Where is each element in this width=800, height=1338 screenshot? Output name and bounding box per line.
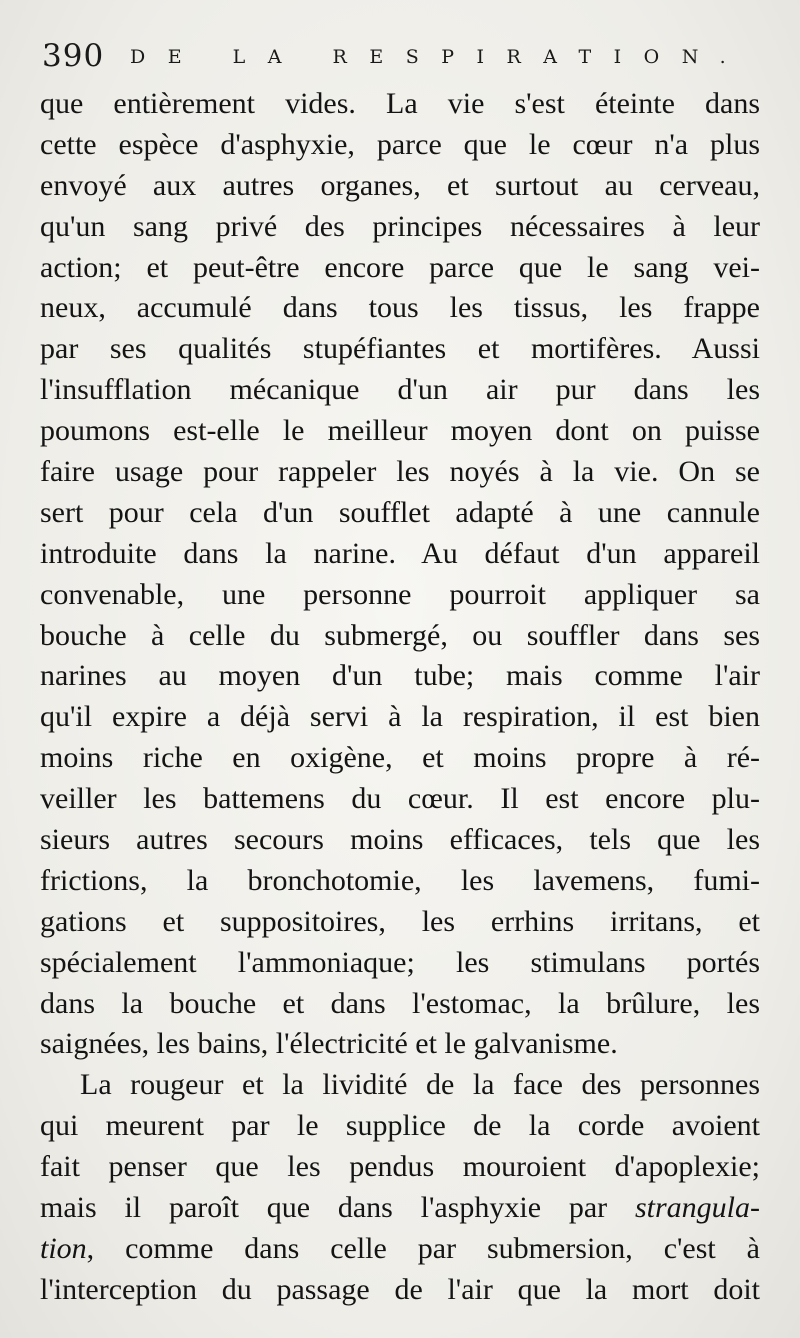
text-line: sert pour cela d'un soufflet adapté à une cannule — [40, 495, 760, 529]
text-line: bouche à celle du submergé, ou souffler dans ses — [40, 618, 760, 652]
italic-word: tion — [40, 1231, 87, 1265]
text-line: spécialement l'ammoniaque; les stimulans portés — [40, 945, 760, 979]
text-line: qui meurent par le supplice de la corde avoient — [40, 1109, 760, 1143]
paragraph-1 — [40, 84, 760, 1065]
text-line: narines au moyen d'un tube; mais comme l'air — [40, 659, 760, 693]
italic-word: strangula- — [634, 1191, 760, 1225]
paragraph-2 — [40, 1065, 760, 1310]
text-line: saignées, les bains, l'électricité et le galvanisme. — [40, 1027, 618, 1061]
text-line-with-italic — [40, 1188, 760, 1229]
text-line: qu'un sang privé des principes nécessaires à leur — [40, 209, 760, 243]
text-line: convenable, une personne pourroit appliquer sa — [40, 577, 760, 611]
text-line: l'interception du passage de l'air que la mort doit — [40, 1272, 760, 1306]
text-line: l'insufflation mécanique d'un air pur dans les — [40, 373, 760, 407]
text-line: que entièrement vides. La vie s'est éteinte dans — [40, 87, 760, 120]
text-line: par ses qualités stupéfiantes et mortifères. Aussi — [40, 332, 760, 366]
text-line: dans la bouche et dans l'estomac, la brûlure, les — [40, 986, 760, 1020]
text-line: cette espèce d'asphyxie, parce que le cœur n'a plus — [40, 127, 760, 161]
text-segment: mais il paroît que dans l'asphyxie par — [40, 1191, 635, 1225]
text-line: introduite dans la narine. Au défaut d'un appareil — [40, 536, 760, 570]
text-line: gations et suppositoires, les errhins irritans, et — [40, 904, 760, 938]
text-line: envoyé aux autres organes, et surtout au cerveau, — [40, 168, 760, 202]
text-line: sieurs autres secours moins efficaces, tels que les — [40, 823, 760, 857]
text-line: veiller les battemens du cœur. Il est encore plu- — [40, 782, 760, 816]
text-line: poumons est-elle le meilleur moyen dont on puisse — [40, 414, 760, 448]
page-number: 390 — [42, 38, 105, 74]
text-line: qu'il expire a déjà servi à la respiration, il est bien — [40, 700, 760, 734]
text-line: moins riche en oxigène, et moins propre à ré- — [40, 741, 760, 775]
text-line: neux, accumulé dans tous les tissus, les frappe — [40, 291, 760, 325]
body-text — [40, 84, 760, 1311]
page-header — [38, 36, 768, 80]
text-line: La rougeur et la lividité de la face des personnes — [80, 1068, 760, 1102]
text-line: faire usage pour rappeler les noyés à la vie. On se — [40, 455, 760, 489]
text-line: frictions, la bronchotomie, les lavemens, fumi- — [40, 863, 760, 897]
text-line-with-italic — [40, 1229, 760, 1270]
text-line: fait penser que les pendus mouroient d'apoplexie; — [40, 1150, 760, 1184]
text-segment: , comme dans celle par submersion, c'est à — [86, 1231, 760, 1265]
text-line: action; et peut-être encore parce que le sang vei- — [40, 250, 760, 284]
running-title: DE LA RESPIRATION. — [130, 46, 749, 68]
